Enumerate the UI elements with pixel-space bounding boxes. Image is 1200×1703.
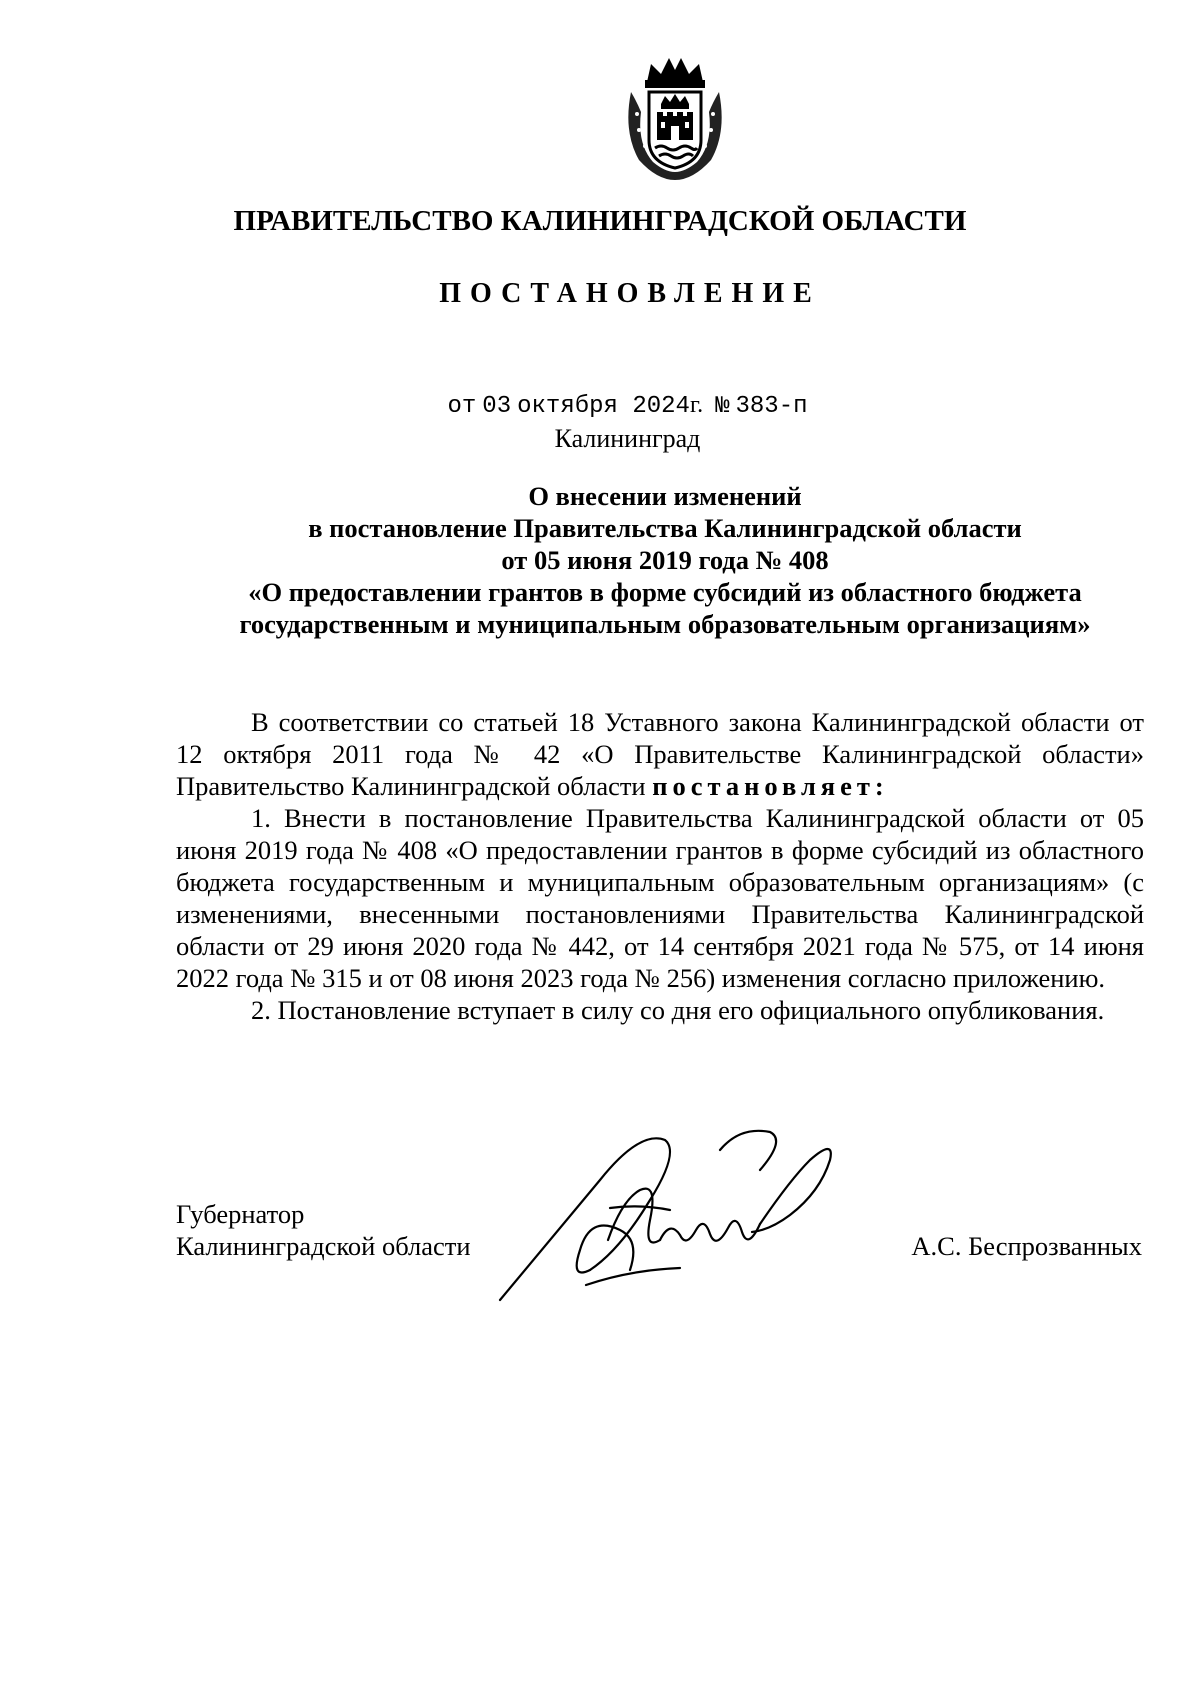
- date-month-year: октября 2024: [517, 393, 690, 420]
- document-type: ПОСТАНОВЛЕНИЕ: [439, 278, 821, 309]
- title-line: «О предоставлении грантов в форме субсидий из областного бюджета: [248, 577, 1082, 607]
- decree-word: постановляет:: [652, 771, 889, 801]
- document-title: [150, 480, 1180, 640]
- intro-paragraph: [176, 706, 1144, 802]
- date-suffix: г.: [689, 392, 704, 418]
- item-2-paragraph: 2. Постановление вступает в силу со дня его официального опубликования.: [251, 995, 1105, 1025]
- city: Калининград: [554, 424, 701, 453]
- date-prefix: от: [447, 393, 477, 420]
- handwritten-signature-icon: [490, 1120, 850, 1310]
- date-day: 03: [482, 393, 512, 420]
- title-line: государственным и муниципальным образовательным организациям»: [239, 609, 1091, 639]
- title-line: от 05 июня 2019 года № 408: [501, 545, 829, 575]
- position-line: Калининградской области: [176, 1231, 471, 1261]
- title-line: О внесении изменений: [528, 481, 802, 511]
- signatory-position: [176, 1198, 471, 1262]
- number-sign: №: [715, 393, 730, 420]
- date-number-line: [0, 392, 1200, 420]
- organization-name: ПРАВИТЕЛЬСТВО КАЛИНИНГРАДСКОЙ ОБЛАСТИ: [233, 205, 967, 237]
- document-body: [176, 706, 1144, 1026]
- item-1-paragraph: 1. Внести в постановление Правительства Калининградской области от 05 июня 2019 года № 408 «О предоставлении грантов в форме субсидий из областного бюджета государственным и муниципальным образовательным организациям» (с изменениями, внесенными постановлениями Правительства Калининградской области от 29 июня 2020 года № 442, от 14 сентября 2021 года № 575, от 14 июня 2022 года № 315 и от 08 июня 2023 года № 256) изменения согласно приложению.: [176, 803, 1144, 993]
- signatory-name: А.С. Беспрозванных: [911, 1231, 1142, 1261]
- kaliningrad-coat-of-arms-icon: [617, 52, 733, 182]
- document-number: 383-п: [735, 393, 808, 420]
- title-line: в постановление Правительства Калининградской области: [308, 513, 1022, 543]
- intro-text: В соответствии со статьей 18 Уставного закона Калининградской области от 12 октября 2011 года № 42 «О Правительстве Калининградской области» Правительство Калининградской области: [176, 707, 1144, 801]
- position-line: Губернатор: [176, 1199, 305, 1229]
